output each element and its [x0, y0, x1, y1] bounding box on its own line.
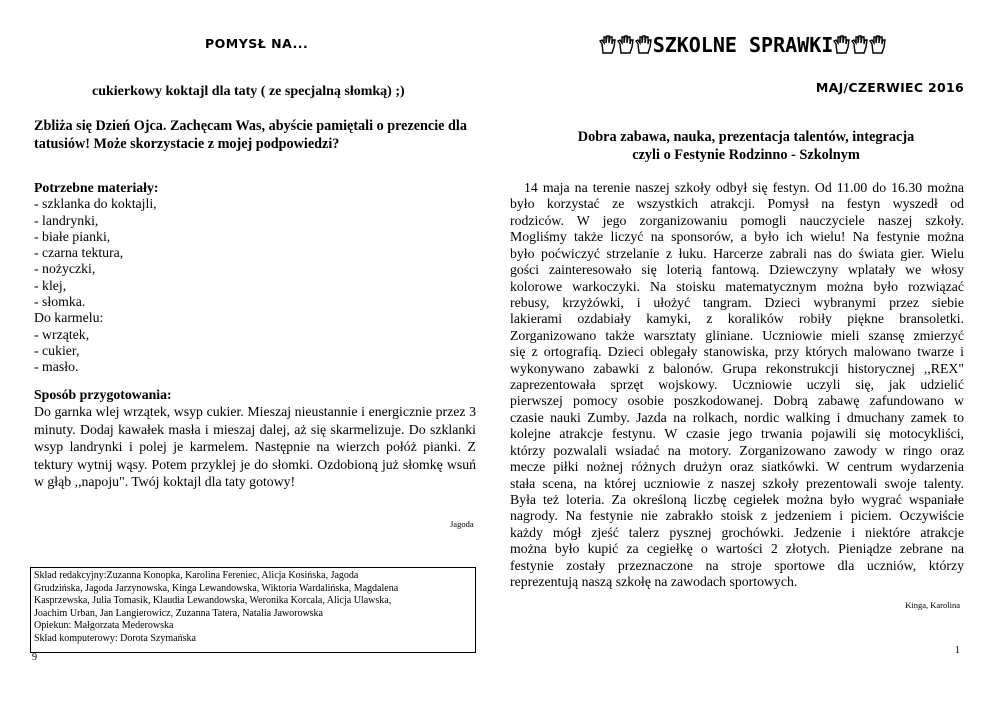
article-line: Była też loteria. Za określoną liczbę cegiełek można było wygrać wspaniałe [510, 492, 964, 508]
article-line: reprezentują naszą szkołę na zawodach sportowych. [510, 574, 798, 590]
materials-section [34, 180, 474, 376]
caramel-heading: Do karmelu: [34, 310, 104, 326]
article-line: którzy pozwalali wsiadać na motory. Zorganizowano zawody w ringo oraz [510, 442, 964, 458]
materials-item: - słomka. [34, 294, 86, 310]
caramel-item: - masło. [34, 359, 79, 375]
recipe-subtitle: cukierkowy koktajl dla taty ( ze specjalną słomką) ;) [92, 84, 405, 99]
editorial-line: Opiekun: Małgorzata Mederowska [34, 620, 174, 632]
article-line: 14 maja na terenie naszej szkoły odbył się festyn. Od 11.00 do 16.30 można [524, 180, 964, 195]
editorial-line: Kasprzewska, Julia Tomasik, Klaudia Lewandowska, Weronika Korcala, Alicja Ulawska, [34, 595, 392, 607]
hand-icon [851, 35, 869, 55]
article-line: Zorganizowano także warsztaty gliniane. Uczniowie mieli szansę zmierzyć [510, 327, 964, 343]
recipe-intro: Zbliża się Dzień Ojca. Zachęcam Was, abyście pamiętali o prezencie dla tatusiów! Może skorzystacie z mojej podpowiedzi? [34, 118, 467, 152]
article-line: rodziców. W jego zorganizowaniu pomogli nauczyciele naszej szkoły. [510, 212, 964, 228]
section-label: POMYSŁ NA... [205, 36, 309, 51]
page-number: 1 [955, 645, 960, 656]
article-line: nagrody. Na festynie nie zabrakło stoisk z jedzeniem i piciem. Oczywiście [510, 508, 964, 524]
editorial-box [30, 567, 476, 653]
method-text: Do garnka wlej wrzątek, wsyp cukier. Mieszaj nieustannie i energicznie przez 3 minuty. Dodaj kawałek masła i mieszaj dalej, aż się skarmelizuje. Do szklanki wsyp landrynki i polej je karmelem. Następnie na wierzch połóż pianki. Z tektury wytnij wąsy. Potem przyklej je do słomki. Ozdobioną już słomkę wsuń w głąb ,,napoju". Twój koktajl dla taty gotowy! [34, 404, 476, 490]
materials-item: - czarna tektura, [34, 245, 124, 261]
article-line: pierwszej pomocy osobie poszkodowanej. Dobrą zabawę zafundowano w [510, 393, 964, 409]
editorial-line: Skład redakcyjny:Zuzanna Konopka, Karolina Fereniec, Alicja Kosińska, Jagoda [34, 570, 359, 581]
editorial-line: Skład komputerowy: Dorota Szymańska [34, 632, 196, 644]
hand-icon [869, 35, 887, 55]
newspaper-title: SZKOLNE SPRAWKI [652, 33, 834, 57]
article-line: lakierami ozdabiały kamyki, z koralików robiły piękne bransoletki. [510, 311, 964, 327]
article-line: festynie zostały przeznaczone na stroje sportowe dla uczniów, którzy [510, 557, 964, 573]
article-line: kolejne atrakcje festynu. W czasie jego trwania pojawili się motocykliści, [510, 426, 964, 442]
materials-item: - szklanka do koktajli, [34, 196, 157, 212]
hand-icon [599, 35, 617, 55]
editorial-line: Grudzińska, Jagoda Jarzynowska, Kinga Lewandowska, Wiktoria Wardalińska, Magdalena [34, 582, 399, 594]
materials-item: - nożyczki, [34, 261, 96, 277]
materials-heading: Potrzebne materiały: [34, 180, 159, 195]
author-signature: Jagoda [450, 519, 474, 529]
article-title-line: Dobra zabawa, nauka, prezentacja talentów, integracja [577, 129, 915, 145]
article-line: wykonywano zabawki z balonów. Grupa rekonstrukcji historycznej ,,REX" [510, 360, 964, 376]
article-line: zaprezentowała sprzęt wojskowy. Uczniowie uczyli się, jak udzielić [510, 377, 964, 393]
method-heading: Sposób przygotowania: [34, 387, 172, 402]
hand-icon [635, 35, 653, 55]
article-line: można było kupić za cegiełkę o wartości 2 złotych. Pieniądze zebrane na [510, 541, 964, 557]
method-section [34, 386, 476, 490]
hand-icon [617, 35, 635, 55]
article-line: się z ortografią. Dzieci oblegały stanowiska, przy których malowano twarze i [510, 344, 964, 360]
page-number: 9 [32, 652, 37, 663]
article-title-line: czyli o Festynie Rodzinno - Szkolnym [632, 147, 860, 163]
article-line: czasie nauki Zumby. Jazda na rolkach, nordic walking i dmuchany zamek to [510, 409, 964, 425]
article-line: mecze piłki nożnej różnych drużyn oraz siatkówki. W centrum wydarzenia [510, 459, 964, 475]
article-line: było korzystać ze wszystkich atrakcji. Pomysł na festyn wyszedł od [510, 196, 964, 212]
article-line: kolorowe warkoczyki. Na stoisku matematycznym można było rozwiązać [510, 278, 964, 294]
caramel-item: - wrzątek, [34, 326, 90, 342]
materials-item: - klej, [34, 277, 67, 293]
right-page [496, 0, 992, 702]
caramel-item: - cukier, [34, 342, 80, 358]
article-line: stała scena, na której uczniowie z naszej szkoły prezentowali swoje talenty. [510, 475, 964, 491]
issue-date: MAJ/CZERWIEC 2016 [815, 80, 964, 95]
author-signature: Kinga, Karolina [905, 600, 960, 610]
newspaper-header [523, 33, 963, 57]
article-line: każdy mógł zjeść talerz pysznej grochówki. Jedzenie i niektóre atrakcje [510, 524, 964, 540]
article-line: było poćwiczyć strzelanie z łuku. Harcerze zabrali nas do świata gier. Wielu [510, 245, 964, 261]
materials-item: - białe pianki, [34, 228, 111, 244]
article-body [510, 180, 964, 591]
article-line: Mogliśmy także liczyć na sponsorów, a było ich wielu! Na festynie można [510, 229, 964, 245]
article-line: rebusy, krzyżówki, i ułożyć tangram. Dzieci wybranymi przez siebie [510, 294, 964, 310]
materials-item: - landrynki, [34, 212, 99, 228]
editorial-line: Joachim Urban, Jan Langierowicz, Zuzanna Tatera, Natalia Jaworowska [34, 607, 323, 619]
article-line: gości zainteresowało się loterią fantową. Dziewczyny wplatały we włosy [510, 262, 964, 278]
hand-icon [833, 35, 851, 55]
article-title [526, 128, 966, 164]
